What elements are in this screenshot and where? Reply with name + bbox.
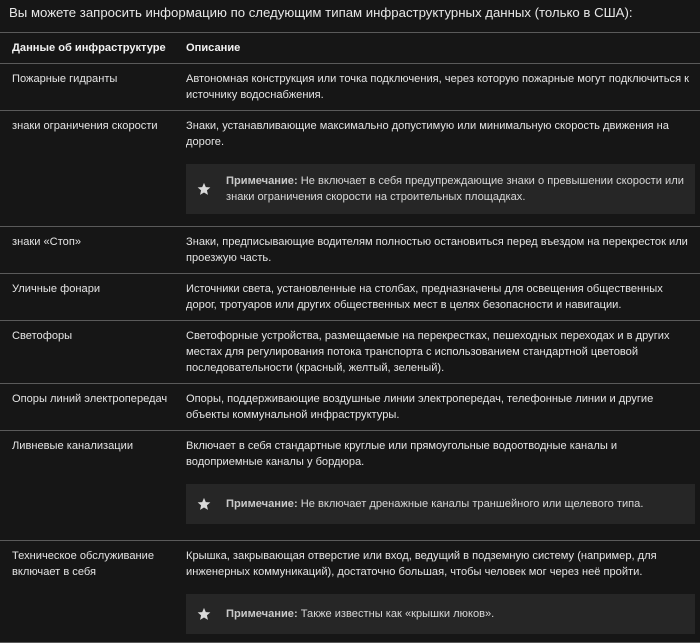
row-description-cell: [177, 111, 700, 227]
infrastructure-table: [0, 32, 700, 643]
row-name: Уличные фонари: [0, 274, 177, 321]
row-description-cell: [177, 541, 700, 643]
note-body: Не включает в себя предупреждающие знаки о превышении скорости или знаки ограничения скорости на строительных площадках.: [226, 175, 684, 203]
row-description-cell: [177, 384, 700, 431]
note-body: Также известны как «крышки люков».: [300, 608, 495, 620]
row-description: Знаки, устанавливающие максимально допустимую или минимальную скорость движения на дороге.: [186, 120, 669, 148]
star-icon: [186, 607, 222, 621]
table-body: [0, 64, 700, 643]
row-description: Светофорные устройства, размещаемые на перекрестках, пешеходных переходах и в других местах для регулирования потока транспорта с использованием стандартной цветовой последовательности (красный, желтый, зеленый).: [186, 330, 670, 374]
row-name: Пожарные гидранты: [0, 64, 177, 111]
row-name: Ливневые канализации: [0, 431, 177, 541]
note-text: [222, 496, 653, 512]
table-row: [0, 431, 700, 541]
row-description-cell: [177, 431, 700, 541]
column-header-description: Описание: [177, 33, 700, 64]
star-icon: [186, 182, 222, 196]
row-description: Опоры, поддерживающие воздушные линии электропередач, телефонные линии и другие объекты коммунальной инфраструктуры.: [186, 393, 654, 421]
note-label: Примечание:: [226, 608, 298, 620]
star-icon: [186, 497, 222, 511]
note-label: Примечание:: [226, 175, 298, 187]
table-row: [0, 64, 700, 111]
row-name: Светофоры: [0, 321, 177, 384]
row-name: знаки ограничения скорости: [0, 111, 177, 227]
table-row: [0, 384, 700, 431]
row-description-cell: [177, 64, 700, 111]
row-description: Источники света, установленные на столбах, предназначены для освещения общественных дорог, тротуаров или других общественных мест в целях безопасности и навигации.: [186, 283, 663, 311]
intro-text: Вы можете запросить информацию по следующим типам инфраструктурных данных (только в США):: [9, 5, 633, 20]
row-description-cell: [177, 274, 700, 321]
row-description-cell: [177, 227, 700, 274]
row-description: Крышка, закрывающая отверстие или вход, ведущий в подземную систему (например, для инженерных коммуникаций), достаточно большая, чтобы человек мог через неё пройти.: [186, 550, 657, 578]
table-row: [0, 227, 700, 274]
note-label: Примечание:: [226, 498, 298, 510]
note-body: Не включает дренажные каналы траншейного или щелевого типа.: [300, 498, 644, 510]
note-text: [222, 173, 695, 205]
row-description: Автономная конструкция или точка подключения, через которую пожарные могут подключиться к источнику водоснабжения.: [186, 73, 690, 101]
table-row: [0, 541, 700, 643]
row-name: Техническое обслуживание включает в себя: [0, 541, 177, 643]
note-text: [222, 606, 504, 622]
note-box: [186, 594, 695, 634]
row-description-cell: [177, 321, 700, 384]
row-description: Знаки, предписывающие водителям полностью остановиться перед въездом на перекресток или проезжую часть.: [186, 236, 688, 264]
row-name: знаки «Стоп»: [0, 227, 177, 274]
note-box: [186, 164, 695, 214]
table-row: [0, 274, 700, 321]
table-header: [0, 33, 700, 64]
row-description: Включает в себя стандартные круглые или прямоугольные водоотводные каналы и водоприемные каналы у бордюра.: [186, 440, 618, 468]
column-header-data-type: Данные об инфраструктуре: [0, 33, 177, 64]
row-name: Опоры линий электропередач: [0, 384, 177, 431]
table-row: [0, 111, 700, 227]
table-row: [0, 321, 700, 384]
header-row: [0, 33, 700, 64]
note-box: [186, 484, 695, 524]
